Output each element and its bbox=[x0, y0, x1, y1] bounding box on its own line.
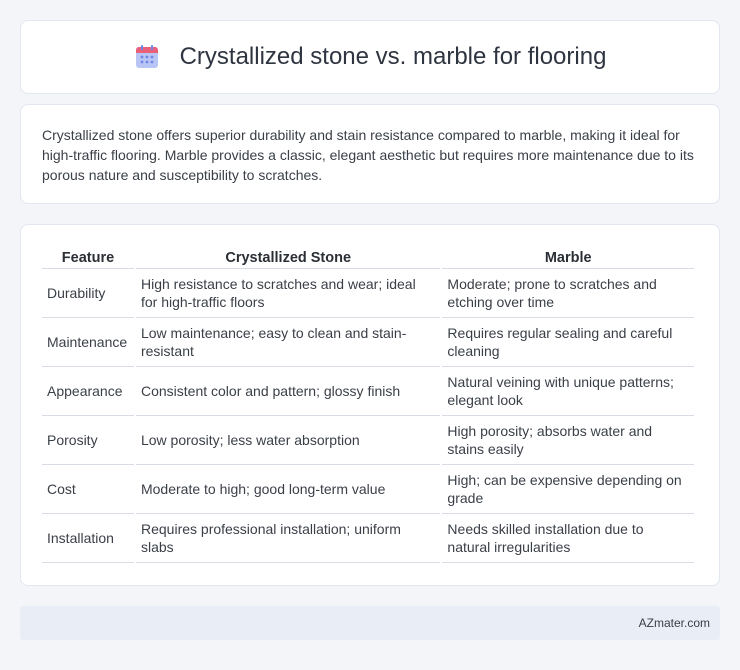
calendar-icon bbox=[134, 44, 160, 70]
feature-cell: Appearance bbox=[42, 367, 134, 416]
comparison-table-card bbox=[20, 224, 720, 586]
crystallized-stone-cell: Low maintenance; easy to clean and stain-resistant bbox=[136, 318, 440, 367]
marble-cell: High; can be expensive depending on grade bbox=[442, 465, 694, 514]
table-row bbox=[42, 367, 694, 416]
footer bbox=[20, 606, 720, 640]
table-row bbox=[42, 416, 694, 465]
column-header-crystallized-stone: Crystallized Stone bbox=[136, 245, 440, 269]
table-row bbox=[42, 269, 694, 318]
marble-cell: Needs skilled installation due to natural irregularities bbox=[442, 514, 694, 563]
summary-card bbox=[20, 104, 720, 204]
table-row bbox=[42, 318, 694, 367]
crystallized-stone-cell: Low porosity; less water absorption bbox=[136, 416, 440, 465]
marble-cell: High porosity; absorbs water and stains easily bbox=[442, 416, 694, 465]
crystallized-stone-cell: Consistent color and pattern; glossy finish bbox=[136, 367, 440, 416]
crystallized-stone-cell: Moderate to high; good long-term value bbox=[136, 465, 440, 514]
footer-brand: AZmater.com bbox=[638, 616, 710, 630]
feature-cell: Porosity bbox=[42, 416, 134, 465]
column-header-marble: Marble bbox=[442, 245, 694, 269]
feature-cell: Maintenance bbox=[42, 318, 134, 367]
comparison-table bbox=[40, 245, 696, 563]
feature-cell: Cost bbox=[42, 465, 134, 514]
page-title: Crystallized stone vs. marble for flooring bbox=[179, 43, 607, 70]
marble-cell: Requires regular sealing and careful cleaning bbox=[442, 318, 694, 367]
feature-cell: Installation bbox=[42, 514, 134, 563]
column-header-feature: Feature bbox=[42, 245, 134, 269]
table-row bbox=[42, 514, 694, 563]
crystallized-stone-cell: High resistance to scratches and wear; ideal for high-traffic floors bbox=[136, 269, 440, 318]
crystallized-stone-cell: Requires professional installation; uniform slabs bbox=[136, 514, 440, 563]
title-card bbox=[20, 20, 720, 94]
feature-cell: Durability bbox=[42, 269, 134, 318]
marble-cell: Natural veining with unique patterns; elegant look bbox=[442, 367, 694, 416]
summary-text: Crystallized stone offers superior durability and stain resistance compared to marble, making it ideal for high-traffic flooring. Marble provides a classic, elegant aesthetic but requires more maintenance due to its porous nature and susceptibility to scratches. bbox=[42, 127, 694, 183]
marble-cell: Moderate; prone to scratches and etching over time bbox=[442, 269, 694, 318]
table-header-row bbox=[42, 245, 694, 269]
table-row bbox=[42, 465, 694, 514]
